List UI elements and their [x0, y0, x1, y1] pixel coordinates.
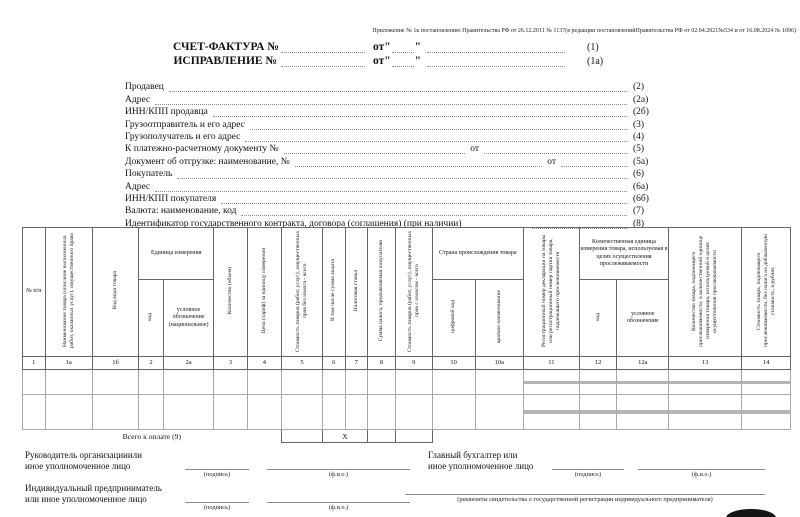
col-num: 13 [669, 357, 742, 370]
trace-subcells [523, 395, 579, 430]
fill-line [284, 143, 466, 154]
total-cost-without-tax-cell [282, 430, 323, 443]
invoice-from-label: от [373, 41, 385, 53]
correction-number-line [281, 55, 365, 67]
from-label: от [470, 144, 479, 155]
subcol-header-trace-symbol: условное обозначение [617, 280, 669, 357]
invoice-title-row [173, 39, 618, 53]
col-header-trace-cost: Стоимость товара, подлежащего прослеживаемости, без налога на добавленную стоимость, в рублях [742, 228, 791, 357]
field-label: Грузоотправитель и его адрес [125, 119, 245, 130]
field-ref: (8) [633, 218, 645, 229]
total-tax-amount-cell [368, 430, 396, 443]
correction-title-row [173, 53, 618, 67]
col-header-tax-amount: Сумма налога, предъявляемая покупателю [368, 228, 396, 357]
trace-subcells [669, 370, 742, 395]
field-label: ИНН/КПП покупателя [125, 193, 217, 204]
col-num: 3 [214, 357, 247, 370]
group-header-country: Страна происхождения товара [432, 228, 523, 280]
col-header-trace-quantity: Количество товара, подлежащего прослеживаемости, в количественной единице измерения товара, используемой в целях осуществления прослеживаемости [669, 228, 742, 357]
field-label: Адрес [125, 181, 151, 192]
correction-day-line [392, 55, 414, 67]
column-number-row [23, 357, 791, 370]
fill-line [213, 106, 627, 117]
col-num: 12 [579, 357, 617, 370]
invoice-number-line [281, 41, 365, 53]
from-label: от [547, 156, 556, 167]
field-label: ИНН/КПП продавца [125, 107, 208, 118]
field-ref: (4) [633, 131, 645, 142]
invoice-title: СЧЕТ-ФАКТУРА № [173, 41, 279, 53]
field-label: Продавец [125, 82, 164, 93]
invoice-day-line [392, 41, 414, 53]
field-label: Идентификатор государственного контракта, договора (соглашения) (при наличии) [125, 218, 462, 229]
field-seller-inn-kpp [125, 105, 657, 117]
fill-line [155, 181, 627, 192]
item-row [23, 370, 791, 395]
col-num: 8 [368, 357, 396, 370]
head-signature-line2: иное уполномоченное лицо [25, 460, 131, 471]
subcol-header-country-code: цифровой код [432, 280, 475, 357]
correction-date-line [427, 55, 565, 67]
fill-line [155, 94, 627, 105]
fill-line [250, 119, 627, 130]
field-label: Грузополучатель и его адрес [125, 131, 241, 142]
registration-requisites-line: (реквизиты свидетельства о государственной регистрации индивидуального предпринимателя) [405, 494, 765, 503]
field-ref: (2б) [633, 107, 649, 118]
trace-subcells [742, 370, 791, 395]
field-label: Валюта: наименование, код [125, 206, 237, 217]
invoice-items-table [22, 227, 791, 443]
stamp-mark [726, 509, 776, 517]
subcol-header-country-name: краткое наименование [475, 280, 523, 357]
col-num: 7 [345, 357, 368, 370]
field-ref: (6) [633, 169, 645, 180]
field-ref: (2а) [633, 94, 649, 105]
col-num: 5 [282, 357, 323, 370]
field-ref: (7) [633, 206, 645, 217]
col-header-cost-with-tax: Стоимость товаров (работ, услуг), имущественных прав с налогом - всего [396, 228, 433, 357]
col-header-npp: № п/п [23, 228, 46, 357]
field-payment-document [125, 142, 657, 154]
col-num: 11 [523, 357, 579, 370]
trace-subcells [742, 395, 791, 430]
entrepreneur-signature-line2: или иное уполномоченное лицо [25, 493, 147, 504]
col-num: 14 [742, 357, 791, 370]
field-ref: (6б) [633, 193, 649, 204]
fill-line [295, 156, 542, 167]
fill-line [169, 81, 627, 92]
open-quote: " [384, 41, 391, 53]
col-num: 1б [92, 357, 138, 370]
subcol-header-unit-symbol: условное обозначение (национальное) [163, 280, 214, 357]
field-currency [125, 204, 657, 216]
item-row [23, 395, 791, 430]
fill-line [221, 193, 627, 204]
trace-subcells [523, 370, 579, 395]
regulation-annotation: Приложение № 1к постановлению Правительства РФ от 26.12.2011 № 1137(в редакции постановленийПравительства РФ от 02.04.2021№534 и от 16.08.2024 № 1096) [372, 28, 796, 34]
fill-line [241, 205, 627, 216]
col-num: 10 [432, 357, 475, 370]
col-num: 1 [23, 357, 46, 370]
col-header-product-type-code: Код вида товара [92, 228, 138, 357]
accountant-sign-line: (подпись) [552, 469, 624, 478]
field-consignor [125, 117, 657, 129]
col-num: 6 [322, 357, 345, 370]
field-ref: (5) [633, 144, 645, 155]
col-num: 4 [247, 357, 281, 370]
open-quote: " [384, 55, 391, 67]
col-header-price: Цена (тариф) за единицу измерения [247, 228, 281, 357]
close-quote: " [414, 41, 422, 53]
title-block [173, 39, 618, 67]
ref-1: (1) [587, 42, 599, 53]
entrepreneur-sign-line: (подпись) [185, 502, 249, 511]
col-header-item-name: Наименование товара (описание выполненных работ, оказанных услуг), имущественного права [45, 228, 92, 357]
accountant-signature-line2: иное уполномоченное лицо [428, 460, 534, 471]
trace-subcells [617, 395, 669, 430]
col-header-declaration-number: Регистрационный номер декларации на товары или регистрационный номер партии товара, подлежащего прослеживаемости [523, 228, 579, 357]
trace-subcells [579, 370, 617, 395]
field-ref: (5а) [633, 156, 649, 167]
col-num: 9 [396, 357, 433, 370]
correction-from-label: от [373, 55, 385, 67]
field-label: К платежно-расчетному документу № [125, 144, 279, 155]
requisite-fields [125, 80, 657, 229]
total-x-cell: X [322, 430, 367, 443]
field-seller [125, 80, 657, 92]
col-header-excise: В том числе сумма акциза [322, 228, 345, 357]
col-num: 10а [475, 357, 523, 370]
total-row [23, 430, 791, 443]
ref-1a: (1а) [587, 56, 604, 67]
col-num: 2а [163, 357, 214, 370]
correction-title: ИСПРАВЛЕНИЕ № [173, 55, 277, 67]
fill-line [177, 168, 627, 179]
field-ref: (6а) [633, 181, 649, 192]
group-header-trace-unit: Количественная единица измерения товара, используемая в целях осуществления прослеживаемости [579, 228, 668, 280]
head-signature-label [25, 450, 195, 472]
col-num: 12а [617, 357, 669, 370]
trace-subcells [579, 395, 617, 430]
field-shipment-document [125, 154, 657, 166]
field-ref: (2) [633, 82, 645, 93]
subcol-header-unit-code: код [139, 280, 164, 357]
field-buyer [125, 167, 657, 179]
invoice-date-line [427, 41, 565, 53]
fill-line [245, 131, 627, 142]
field-consignee [125, 130, 657, 142]
field-label: Документ об отгрузке: наименование, № [125, 156, 290, 167]
entrepreneur-name-line: (ф.и.о.) [267, 502, 410, 511]
field-ref: (3) [633, 119, 645, 130]
col-num: 2 [139, 357, 164, 370]
col-num: 1а [45, 357, 92, 370]
field-label: Покупатель [125, 169, 173, 180]
field-buyer-address [125, 179, 657, 191]
col-header-cost-without-tax: Стоимость товаров (работ, услуг), имущественных прав без налога - всего [282, 228, 323, 357]
close-quote: " [414, 55, 422, 67]
total-cost-with-tax-cell [396, 430, 433, 443]
fill-line [561, 156, 627, 167]
field-seller-address [125, 92, 657, 104]
head-sign-line: (подпись) [185, 469, 249, 478]
col-header-quantity: Количество (объем) [214, 228, 247, 357]
group-header-unit: Единица измерения [139, 228, 214, 280]
accountant-signature-line1: Главный бухгалтер или [428, 450, 518, 460]
total-label: Всего к оплате (9) [122, 431, 181, 441]
trace-subcells [617, 370, 669, 395]
field-buyer-inn-kpp [125, 192, 657, 204]
head-signature-line1: Руководитель организацииили [25, 450, 142, 460]
head-name-line: (ф.и.о.) [267, 469, 410, 478]
entrepreneur-signature-line1: Индивидуальный предприниматель [25, 483, 162, 493]
accountant-name-line: (ф.и.о.) [638, 469, 765, 478]
fill-line [484, 143, 627, 154]
col-header-tax-rate: Налоговая ставка [345, 228, 368, 357]
trace-subcells [669, 395, 742, 430]
subcol-header-trace-code: код [579, 280, 617, 357]
field-label: Адрес [125, 94, 151, 105]
